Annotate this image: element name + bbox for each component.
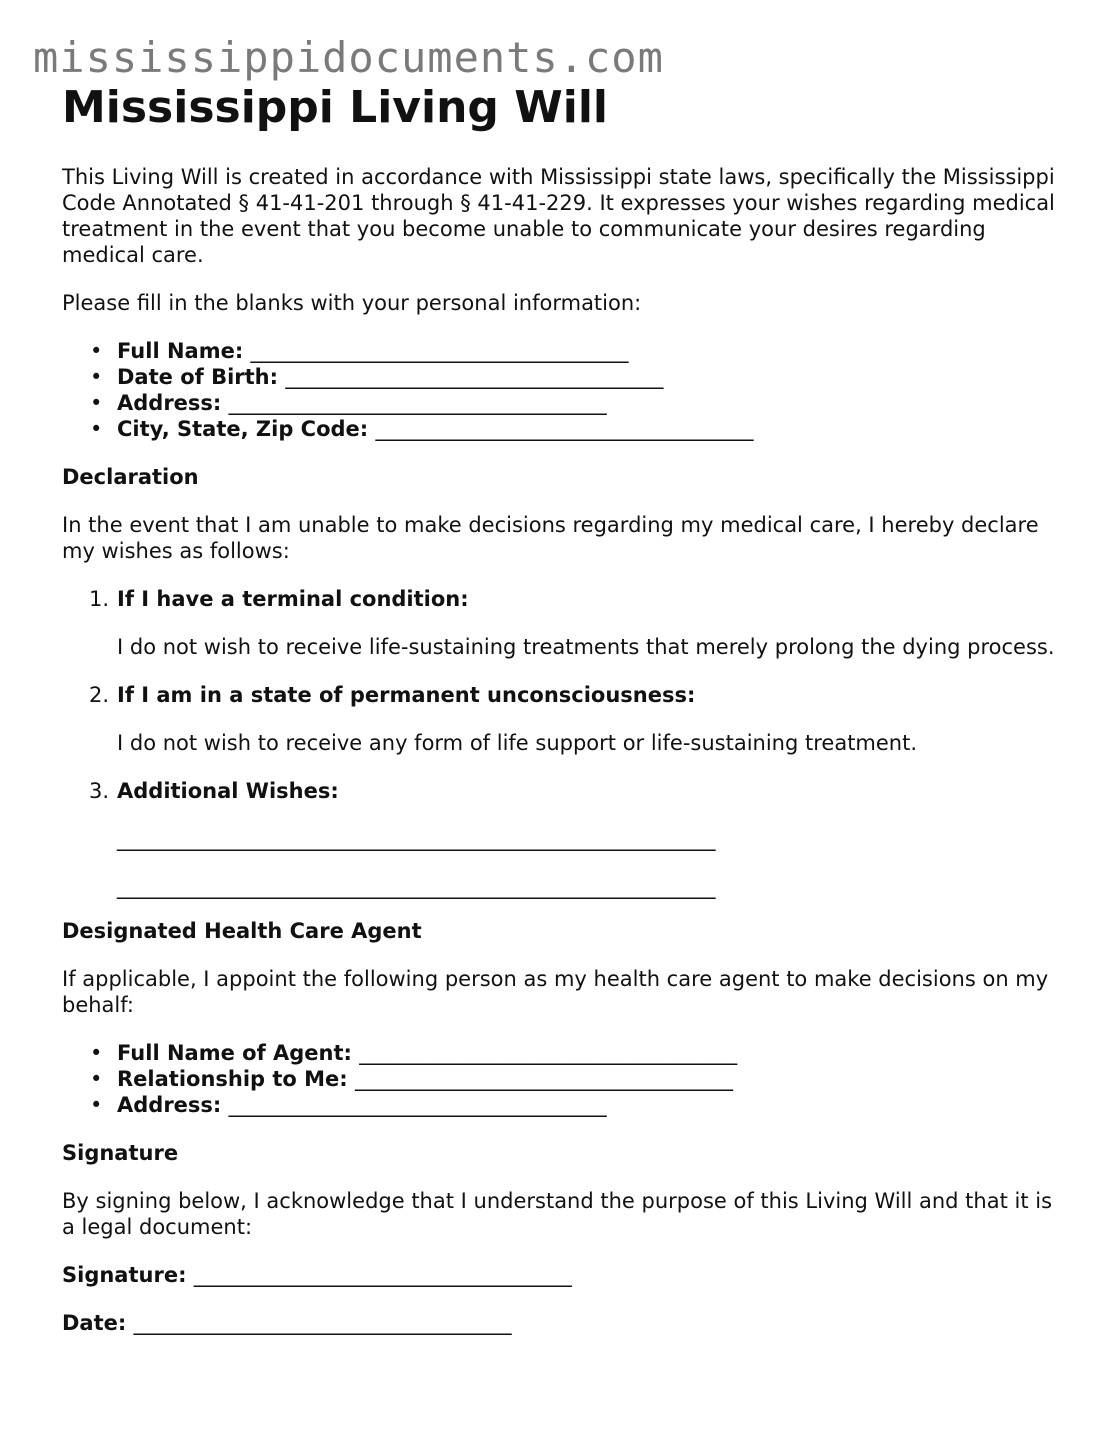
list-item bbox=[62, 682, 1062, 756]
list-item bbox=[62, 390, 1062, 416]
item-text: I do not wish to receive life-sustaining treatments that merely prolong the dying process. bbox=[117, 635, 1055, 659]
field-label: Address: bbox=[117, 1093, 222, 1117]
field-label: Relationship to Me: bbox=[117, 1067, 348, 1091]
signature-label: Signature: bbox=[62, 1263, 187, 1287]
list-item bbox=[62, 1092, 1062, 1118]
signature-heading: Signature bbox=[62, 1141, 179, 1165]
additional-wishes-line-1[interactable]: _________________________________________________________ bbox=[117, 827, 716, 851]
date-field[interactable]: ____________________________________ bbox=[133, 1311, 512, 1335]
document-body bbox=[62, 82, 1062, 1336]
agent-name-field[interactable]: ____________________________________ bbox=[359, 1041, 738, 1065]
signature-field[interactable]: ____________________________________ bbox=[193, 1263, 572, 1287]
field-label: Full Name: bbox=[117, 339, 244, 363]
date-of-birth-field[interactable]: ____________________________________ bbox=[285, 365, 664, 389]
page-title: Mississippi Living Will bbox=[62, 82, 608, 133]
agent-info-list bbox=[62, 1040, 1062, 1118]
intro-paragraph: This Living Will is created in accordance with Mississippi state laws, specifically the Mississippi Code Annotated § 41-41-201 through § 41-41-229. It expresses your wishes regarding medical treatment in the event that you become unable to communicate your desires regarding medical care. bbox=[62, 165, 1055, 267]
list-item bbox=[62, 416, 1062, 442]
list-item bbox=[62, 364, 1062, 390]
wishes-list bbox=[62, 586, 1062, 900]
fill-prompt: Please fill in the blanks with your personal information: bbox=[62, 291, 642, 315]
item-title: If I am in a state of permanent unconsciousness: bbox=[117, 683, 696, 707]
date-row bbox=[62, 1310, 1062, 1336]
date-label: Date: bbox=[62, 1311, 127, 1335]
signature-text: By signing below, I acknowledge that I understand the purpose of this Living Will and that it is a legal document: bbox=[62, 1189, 1053, 1239]
item-number: 2. bbox=[89, 683, 110, 707]
list-item bbox=[62, 1040, 1062, 1066]
field-label: City, State, Zip Code: bbox=[117, 417, 369, 441]
agent-heading: Designated Health Care Agent bbox=[62, 919, 422, 943]
full-name-field[interactable]: ____________________________________ bbox=[250, 339, 629, 363]
list-item bbox=[62, 338, 1062, 364]
item-text: I do not wish to receive any form of life support or life-sustaining treatment. bbox=[117, 731, 918, 755]
address-field[interactable]: ____________________________________ bbox=[228, 391, 607, 415]
field-label: Date of Birth: bbox=[117, 365, 279, 389]
item-title: Additional Wishes: bbox=[117, 779, 339, 803]
item-number: 3. bbox=[89, 779, 110, 803]
city-state-zip-field[interactable]: ____________________________________ bbox=[375, 417, 754, 441]
item-number: 1. bbox=[89, 587, 110, 611]
declaration-text: In the event that I am unable to make decisions regarding my medical care, I hereby declare my wishes as follows: bbox=[62, 513, 1039, 563]
list-item bbox=[62, 1066, 1062, 1092]
additional-wishes-line-2[interactable]: _________________________________________________________ bbox=[117, 875, 716, 899]
agent-relationship-field[interactable]: ____________________________________ bbox=[355, 1067, 734, 1091]
watermark: mississippidocuments.com bbox=[33, 33, 664, 82]
list-item bbox=[62, 586, 1062, 660]
list-item bbox=[62, 778, 1062, 900]
item-title: If I have a terminal condition: bbox=[117, 587, 469, 611]
declaration-heading: Declaration bbox=[62, 465, 199, 489]
field-label: Address: bbox=[117, 391, 222, 415]
field-label: Full Name of Agent: bbox=[117, 1041, 352, 1065]
personal-info-list bbox=[62, 338, 1062, 442]
agent-text: If applicable, I appoint the following person as my health care agent to make decisions on my behalf: bbox=[62, 967, 1049, 1017]
signature-row bbox=[62, 1262, 1062, 1288]
agent-address-field[interactable]: ____________________________________ bbox=[228, 1093, 607, 1117]
